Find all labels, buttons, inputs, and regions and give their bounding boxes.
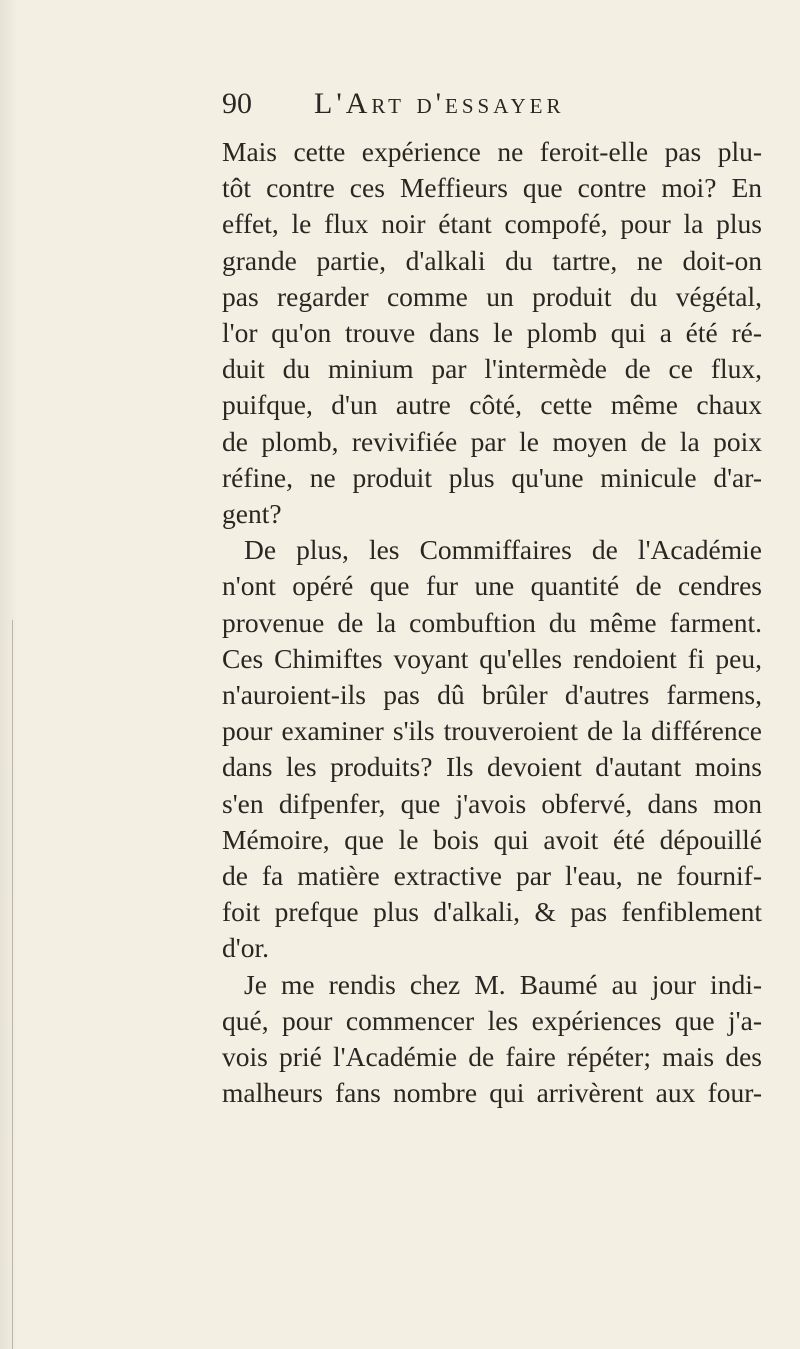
gutter-line bbox=[12, 620, 13, 1349]
text-line: pas regarder comme un produit du végétal, bbox=[222, 280, 762, 312]
text-line: d'or. bbox=[222, 932, 269, 964]
text-line: effet, le flux noir étant compofé, pour la plus bbox=[222, 208, 762, 240]
text-line: de fa matière extractive par l'eau, ne fournif- bbox=[222, 860, 762, 892]
text-line: tôt contre ces Meffieurs que contre moi? En bbox=[222, 172, 762, 204]
text-line: vois prié l'Académie de faire répéter; mais des bbox=[222, 1041, 762, 1073]
text-line: Je me rendis chez M. Baumé au jour indi- bbox=[244, 968, 762, 1000]
text-line: de plomb, revivifiée par le moyen de la poix bbox=[222, 425, 762, 457]
text-line: l'or qu'on trouve dans le plomb qui a été ré- bbox=[222, 317, 762, 349]
page-header bbox=[222, 86, 742, 122]
text-line: qué, pour commencer les expériences que j'a- bbox=[222, 1004, 762, 1036]
text-line: s'en difpenfer, que j'avois obfervé, dans mon bbox=[222, 787, 762, 819]
text-line: dans les produits? Ils devoient d'autant moins bbox=[222, 751, 762, 783]
text-line: Mais cette expérience ne feroit-elle pas plu- bbox=[222, 136, 762, 167]
body-text bbox=[222, 134, 762, 1111]
text-line: n'ont opéré que fur une quantité de cendres bbox=[222, 570, 762, 602]
page-number: 90 bbox=[222, 87, 252, 120]
text-line: duit du minium par l'intermède de ce flux, bbox=[222, 353, 762, 385]
text-line: puifque, d'un autre côté, cette même chaux bbox=[222, 389, 762, 421]
running-title: L'Art d'essayer bbox=[314, 87, 565, 120]
text-line: réfine, ne produit plus qu'une minicule d'ar- bbox=[222, 461, 762, 493]
text-line: provenue de la combuftion du même farment. bbox=[222, 606, 762, 638]
text-line: Mémoire, que le bois qui avoit été dépouillé bbox=[222, 823, 762, 855]
text-line: Ces Chimiftes voyant qu'elles rendoient fi peu, bbox=[222, 642, 762, 674]
text-line: gent? bbox=[222, 498, 282, 530]
text-line: foit prefque plus d'alkali, & pas fenfiblement bbox=[222, 896, 762, 928]
text-line: pour examiner s'ils trouveroient de la différence bbox=[222, 715, 762, 747]
text-line: De plus, les Commiffaires de l'Académie bbox=[244, 534, 762, 566]
text-line: n'auroient-ils pas dû brûler d'autres farmens, bbox=[222, 679, 762, 711]
text-line: malheurs fans nombre qui arrivèrent aux four- bbox=[222, 1077, 762, 1109]
text-line: grande partie, d'alkali du tartre, ne doit-on bbox=[222, 244, 762, 276]
